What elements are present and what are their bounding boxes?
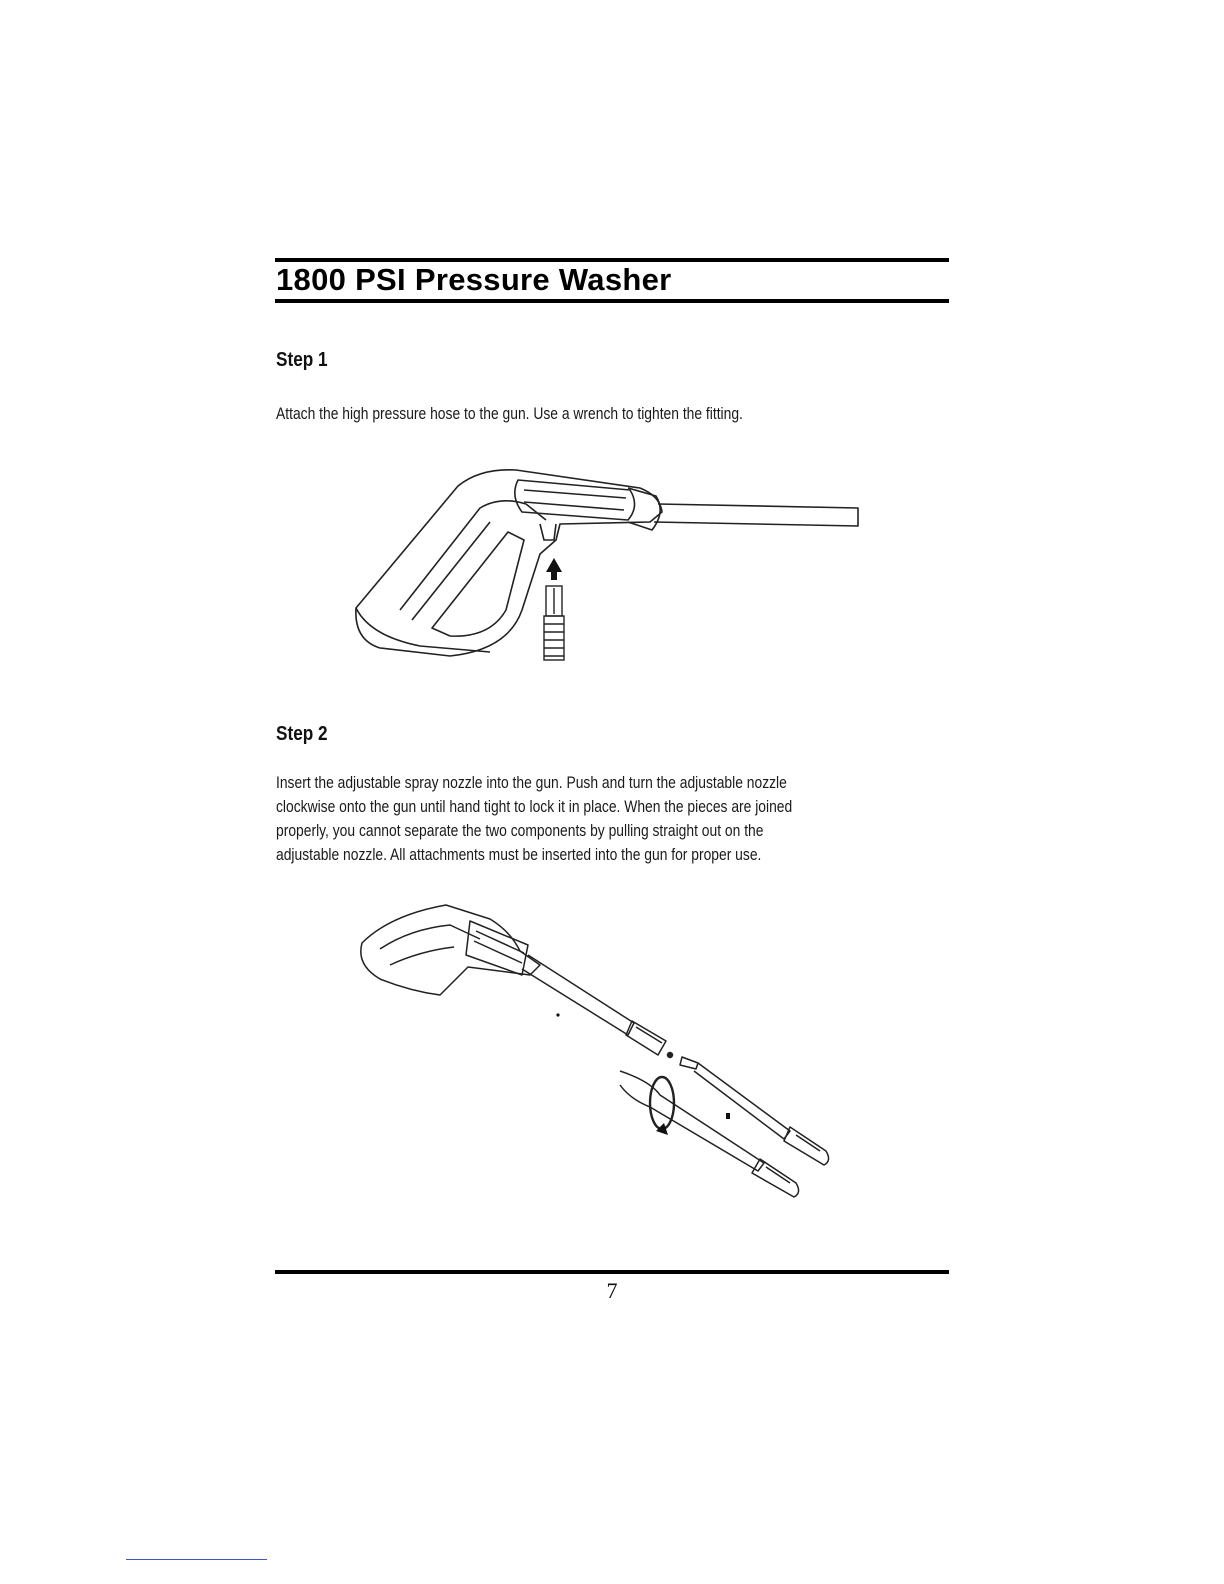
title-bottom-rule xyxy=(275,299,949,303)
step-2-heading: Step 2 xyxy=(276,723,328,745)
gun-handle-outline xyxy=(361,905,540,995)
rotate-arrow-icon xyxy=(650,1077,674,1129)
step-1-line: Attach the high pressure hose to the gun. Use a wrench to tighten the fitting. xyxy=(276,405,743,423)
step-2-line: clockwise onto the gun until hand tight to lock it in place. When the pieces are joined xyxy=(276,798,793,816)
step-2-line: properly, you cannot separate the two components by pulling straight out on the xyxy=(276,822,764,840)
page-title: 1800 PSI Pressure Washer xyxy=(276,262,672,297)
step-1-heading: Step 1 xyxy=(276,349,328,371)
hose-fitting xyxy=(544,586,564,660)
step-2-line: adjustable nozzle. All attachments must be inserted into the gun for proper use. xyxy=(276,846,762,864)
gun-hose-illustration xyxy=(340,460,880,680)
nozzle-upper xyxy=(680,1057,698,1069)
footer-rule xyxy=(275,1270,949,1274)
step-1-text xyxy=(276,402,743,426)
step-2-text xyxy=(276,771,792,867)
step-2-line: Insert the adjustable spray nozzle into the gun. Push and turn the adjustable nozzle xyxy=(276,774,787,792)
hose-line xyxy=(654,504,858,526)
page-number: 7 xyxy=(606,1278,618,1303)
footnote-separator xyxy=(126,1559,267,1560)
nozzle-lower xyxy=(620,1071,764,1171)
gun-nozzle-illustration xyxy=(350,895,850,1205)
arrow-up-icon xyxy=(546,558,562,580)
grip-block xyxy=(515,480,635,520)
